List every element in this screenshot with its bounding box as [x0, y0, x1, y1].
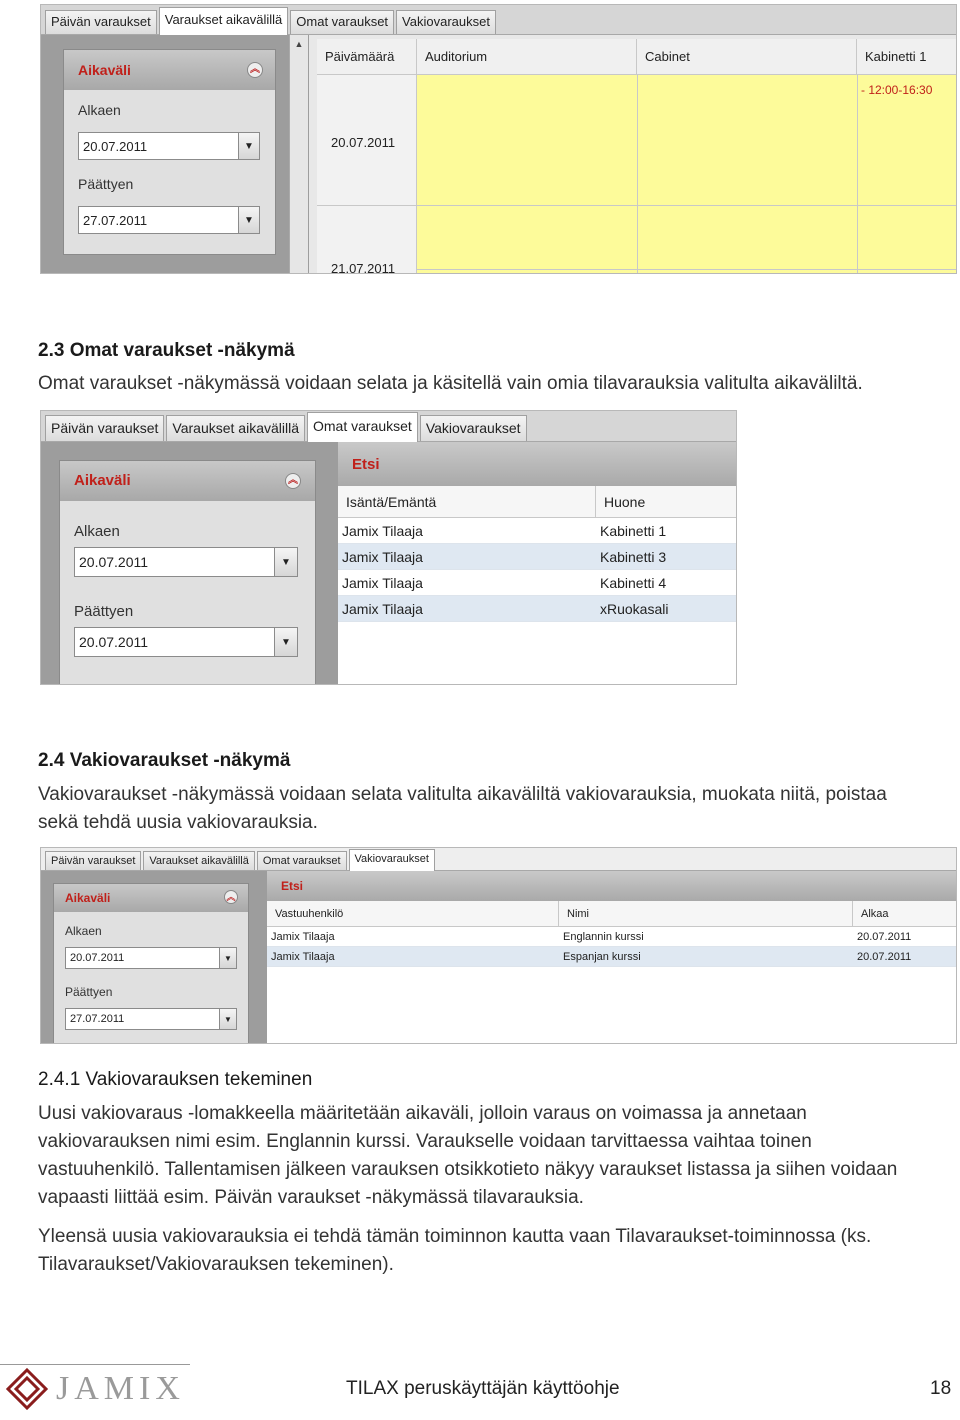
name-cell: Englannin kurssi — [563, 930, 644, 943]
start-date-value: 20.07.2011 — [83, 138, 148, 154]
left-panel — [41, 442, 338, 685]
calendar-grid — [317, 39, 957, 274]
footer-rule — [0, 1364, 190, 1365]
tab-vakiovaraukset[interactable]: Vakiovaraukset — [420, 415, 527, 441]
jamix-logo-text: JAMIX — [56, 1370, 185, 1407]
room-cell: xRuokasali — [600, 600, 669, 617]
host-cell: Jamix Tilaaja — [342, 548, 423, 565]
section-2-4-heading: 2.4 Vakiovaraukset -näkymä — [38, 750, 291, 771]
end-date-value: 27.07.2011 — [83, 212, 148, 228]
start-cell: 20.07.2011 — [857, 950, 912, 963]
etsi-header[interactable]: Etsi — [338, 442, 737, 486]
screenshot-omat-varaukset — [40, 410, 737, 685]
col-nimi[interactable]: Nimi — [559, 901, 853, 926]
collapse-icon[interactable]: ︽ — [285, 473, 301, 489]
grid-line — [417, 269, 957, 270]
aikavali-header[interactable] — [64, 50, 275, 90]
section-2-3-text: Omat varaukset -näkymässä voidaan selata ja käsitellä vain omia tilavarauksia valitulta aikaväliltä. — [38, 373, 863, 394]
host-cell: Jamix Tilaaja — [342, 600, 423, 617]
end-label: Päättyen — [65, 985, 113, 999]
tab-vakiovaraukset[interactable]: Vakiovaraukset — [396, 10, 496, 34]
tab-bar — [41, 5, 956, 35]
aikavali-panel — [53, 883, 249, 1044]
date-label: 21.07.2011 — [331, 261, 396, 274]
aikavali-header[interactable] — [60, 461, 315, 501]
table-row[interactable] — [338, 570, 737, 596]
table-row[interactable] — [267, 947, 957, 967]
col-auditorium[interactable]: Auditorium — [417, 39, 637, 74]
tab-varaukset-aikavalilla[interactable]: Varaukset aikavälillä — [159, 7, 289, 35]
results-header — [267, 901, 957, 927]
tab-vakiovaraukset[interactable]: Vakiovaraukset — [349, 849, 435, 871]
start-label: Alkaen — [65, 924, 102, 938]
tab-bar — [41, 848, 956, 871]
chevron-down-icon[interactable]: ▼ — [219, 1009, 236, 1029]
collapse-icon[interactable]: ︽ — [247, 62, 263, 78]
results-rows — [338, 518, 737, 622]
aikavali-title: Aikaväli — [65, 891, 111, 905]
time-marker[interactable]: - 12:00-16:30 — [861, 83, 933, 97]
table-row[interactable] — [338, 518, 737, 544]
grid-line — [857, 75, 858, 274]
grid-line — [417, 205, 957, 206]
left-panel — [41, 871, 267, 1044]
start-date-combo[interactable] — [78, 132, 260, 160]
aikavali-panel — [59, 460, 316, 685]
scrollbar[interactable] — [289, 35, 308, 274]
chevron-down-icon[interactable]: ▼ — [274, 548, 297, 576]
etsi-header[interactable]: Etsi — [267, 871, 957, 901]
name-cell: Espanjan kurssi — [563, 950, 641, 963]
tab-omat-varaukset[interactable]: Omat varaukset — [257, 851, 347, 870]
tab-varaukset-aikavalilla[interactable]: Varaukset aikavälillä — [166, 415, 305, 441]
footer-title: TILAX peruskäyttäjän käyttöohje — [346, 1378, 620, 1399]
grid-line — [637, 75, 638, 274]
col-huone[interactable]: Huone — [604, 493, 646, 510]
reservation-area[interactable] — [417, 75, 957, 274]
start-date-value: 20.07.2011 — [79, 554, 149, 570]
screenshot-vakiovaraukset — [40, 847, 957, 1044]
end-label: Päättyen — [78, 176, 134, 192]
section-2-3-heading: 2.3 Omat varaukset -näkymä — [38, 340, 295, 361]
tab-paivan-varaukset[interactable]: Päivän varaukset — [45, 851, 141, 870]
host-cell: Jamix Tilaaja — [342, 522, 423, 539]
tab-paivan-varaukset[interactable]: Päivän varaukset — [45, 415, 164, 441]
col-cabinet[interactable]: Cabinet — [637, 39, 857, 74]
end-date-value: 27.07.2011 — [70, 1013, 125, 1025]
date-label: 20.07.2011 — [331, 135, 396, 150]
start-date-value: 20.07.2011 — [70, 952, 125, 964]
start-date-combo[interactable] — [65, 947, 237, 969]
room-cell: Kabinetti 1 — [600, 522, 667, 539]
host-cell: Jamix Tilaaja — [342, 574, 423, 591]
owner-cell: Jamix Tilaaja — [271, 950, 335, 963]
start-label: Alkaen — [78, 102, 121, 118]
aikavali-title: Aikaväli — [74, 472, 131, 489]
end-date-value: 20.07.2011 — [79, 634, 149, 650]
tab-omat-varaukset[interactable]: Omat varaukset — [290, 10, 394, 34]
aikavali-panel — [63, 49, 276, 255]
aikavali-header[interactable] — [54, 884, 248, 912]
collapse-icon[interactable]: ︽ — [224, 890, 238, 904]
col-alkaa[interactable]: Alkaa — [861, 907, 889, 920]
calendar-header — [317, 39, 957, 75]
owner-cell: Jamix Tilaaja — [271, 930, 335, 943]
scroll-up-icon[interactable]: ▲ — [294, 39, 304, 49]
end-label: Päättyen — [74, 603, 134, 620]
col-kabinetti-1[interactable]: Kabinetti 1 — [857, 39, 957, 74]
aikavali-title: Aikaväli — [78, 62, 131, 78]
end-date-combo[interactable] — [65, 1008, 237, 1030]
col-vastuuhenkilo[interactable]: Vastuuhenkilö — [267, 901, 559, 926]
section-2-4-1-heading: 2.4.1 Vakiovarauksen tekeminen — [38, 1069, 313, 1090]
table-row[interactable] — [338, 544, 737, 570]
table-row[interactable] — [338, 596, 737, 622]
col-paivamaara[interactable]: Päivämäärä — [317, 39, 417, 74]
tab-varaukset-aikavalilla[interactable]: Varaukset aikavälillä — [143, 851, 254, 870]
left-panel — [41, 35, 309, 274]
results-rows — [267, 927, 957, 967]
jamix-logo-mark — [6, 1368, 48, 1410]
tab-omat-varaukset[interactable]: Omat varaukset — [307, 412, 418, 442]
tab-paivan-varaukset[interactable]: Päivän varaukset — [45, 10, 157, 34]
date-column — [317, 75, 417, 274]
room-cell: Kabinetti 3 — [600, 548, 667, 565]
results-grid — [338, 442, 737, 685]
chevron-down-icon[interactable]: ▼ — [219, 948, 236, 968]
jamix-logo — [6, 1368, 192, 1410]
results-grid — [267, 871, 957, 1044]
section-2-4-1-text2: Yleensä uusia vakiovarauksia ei tehdä tämän toiminnon kautta vaan Tilavaraukset-toiminnossa (ks. Tilavaraukset/Vakiovarauksen tekeminen). — [38, 1226, 872, 1275]
col-isanta-emanta[interactable]: Isäntä/Emäntä — [338, 486, 596, 517]
tab-bar — [41, 411, 736, 442]
section-2-4-1-text1: Uusi vakiovaraus -lomakkeella määritetään aikaväli, jolloin varaus on voimassa ja annetaan vakiovarauksen nimi esim. Englannin kurssi. Varaukselle voidaan tarvittaessa vaihtaa toinen vastuuhenkilö. Tallentamisen jälkeen varauksen otsikkotieto näkyy varaukset listassa ja siihen voidaan vapaasti liittää esim. Päivän varaukset -näkymässä tilavarauksia. — [38, 1103, 898, 1208]
room-cell: Kabinetti 4 — [600, 574, 667, 591]
end-date-combo[interactable] — [78, 206, 260, 234]
results-header — [338, 486, 737, 518]
page-number: 18 — [930, 1378, 952, 1399]
screenshot-varaukset-aikavalilla — [40, 4, 957, 274]
end-date-combo[interactable] — [74, 627, 298, 657]
chevron-down-icon[interactable]: ▼ — [238, 133, 259, 159]
table-row[interactable] — [267, 927, 957, 947]
chevron-down-icon[interactable]: ▼ — [238, 207, 259, 233]
start-cell: 20.07.2011 — [857, 930, 912, 943]
section-2-4-text: Vakiovaraukset -näkymässä voidaan selata valitulta aikaväliltä vakiovarauksia, muokata niitä, poistaa sekä tehdä uusia vakiovarauksia. — [38, 784, 887, 833]
divider — [317, 205, 416, 206]
chevron-down-icon[interactable]: ▼ — [274, 628, 297, 656]
start-date-combo[interactable] — [74, 547, 298, 577]
start-label: Alkaen — [74, 523, 120, 540]
